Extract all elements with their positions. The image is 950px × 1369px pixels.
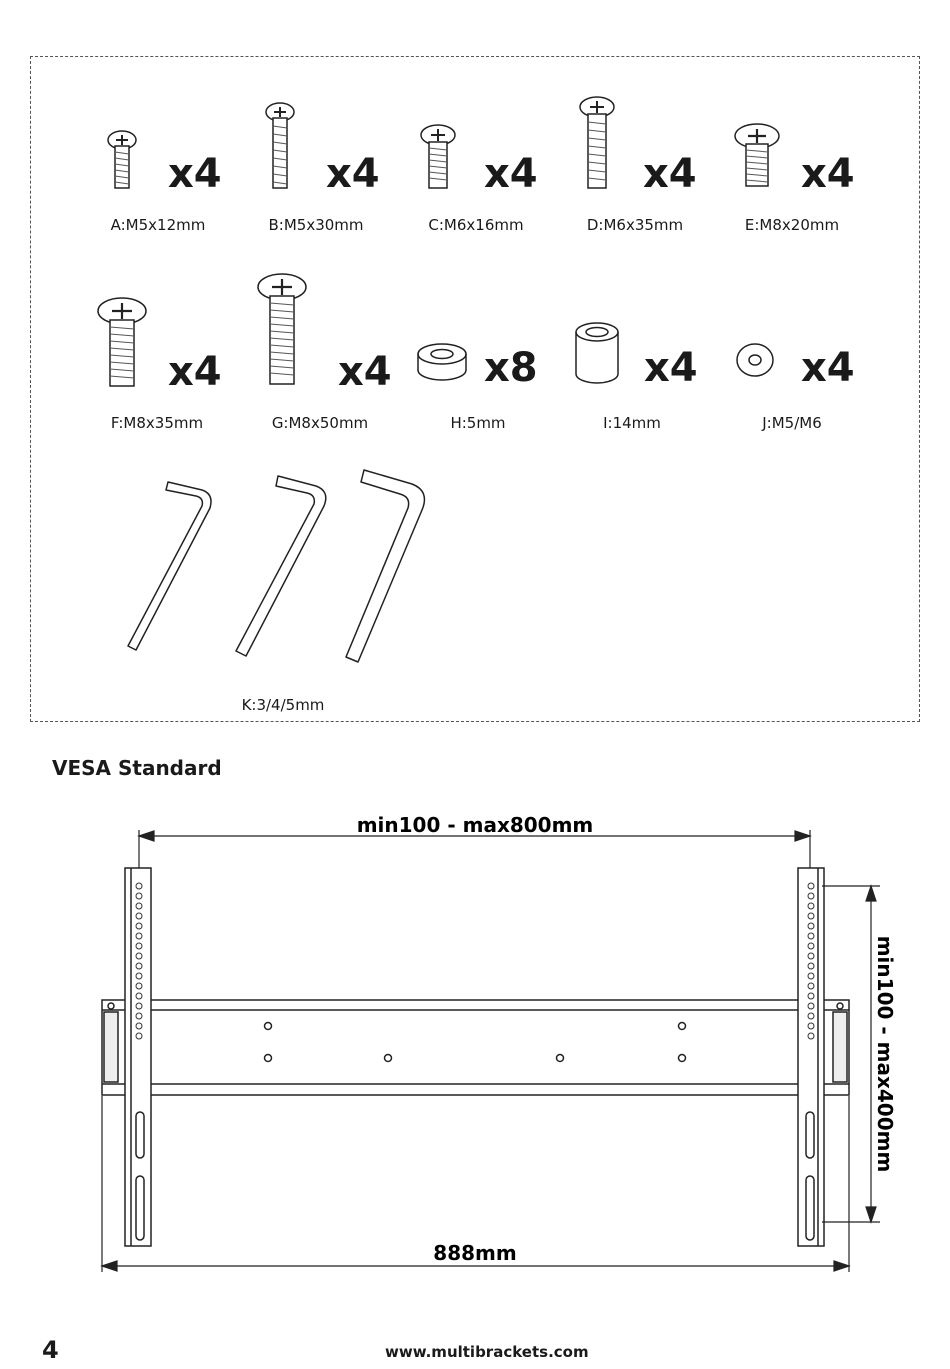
mounting-hole (136, 933, 142, 939)
footer-url[interactable]: www.multibrackets.com (385, 1343, 589, 1361)
vesa-bracket-diagram (0, 800, 950, 1300)
mounting-hole (808, 933, 814, 939)
part-label: I:14mm (603, 414, 661, 432)
spacer-ring-icon (412, 340, 472, 390)
mounting-hole (808, 1023, 814, 1029)
mounting-hole (808, 953, 814, 959)
mounting-hole (808, 1013, 814, 1019)
mounting-hole (136, 943, 142, 949)
mounting-hole (136, 923, 142, 929)
part-label: B:M5x30mm (268, 216, 364, 234)
screw-short-icon (100, 128, 150, 198)
mounting-hole (136, 963, 142, 969)
mounting-hole (136, 1023, 142, 1029)
part-f (96, 296, 256, 396)
mounting-hole (808, 983, 814, 989)
quantity: x4 (168, 151, 222, 197)
mounting-hole (136, 913, 142, 919)
mounting-hole (808, 913, 814, 919)
mounting-hole (808, 893, 814, 899)
screw-long-icon (575, 94, 625, 194)
part-label: F:M8x35mm (110, 414, 204, 432)
overall-width-label: 888mm (433, 1241, 517, 1265)
vertical-dimension-label: min100 - max400mm (873, 935, 897, 1173)
mounting-hole (136, 993, 142, 999)
part-label: K:3/4/5mm (241, 696, 325, 714)
part-c (416, 122, 576, 222)
part-i (570, 318, 730, 418)
part-label: E:M8x20mm (744, 216, 840, 234)
mounting-hole (808, 943, 814, 949)
screw-long-icon (258, 100, 308, 195)
allen-key-icon (110, 460, 470, 670)
spacer-tube-icon (570, 318, 630, 393)
quantity: x8 (484, 345, 538, 391)
mounting-hole (136, 973, 142, 979)
mounting-hole (808, 903, 814, 909)
screw-long-icon (256, 272, 316, 390)
quantity: x4 (644, 345, 698, 391)
mounting-hole (136, 1003, 142, 1009)
mounting-hole (808, 883, 814, 889)
mounting-hole (136, 983, 142, 989)
quantity: x4 (801, 345, 855, 391)
horizontal-dimension-label: min100 - max800mm (356, 813, 594, 837)
page-number: 4 (42, 1336, 59, 1364)
part-label: G:M8x50mm (271, 414, 369, 432)
mounting-hole (808, 973, 814, 979)
part-label: D:M6x35mm (586, 216, 684, 234)
quantity: x4 (484, 151, 538, 197)
mounting-hole (808, 1003, 814, 1009)
part-label: J:M5/M6 (762, 414, 822, 432)
mounting-hole (808, 923, 814, 929)
mounting-hole (136, 893, 142, 899)
part-b (258, 100, 418, 200)
part-label: A:M5x12mm (110, 216, 206, 234)
screw-short-icon (416, 122, 466, 192)
quantity: x4 (801, 151, 855, 197)
part-a (100, 128, 260, 228)
part-label: C:M6x16mm (428, 216, 524, 234)
quantity: x4 (326, 151, 380, 197)
screw-short-icon (733, 122, 788, 192)
mounting-hole (136, 903, 142, 909)
part-d (575, 94, 735, 197)
section-title: VESA Standard (52, 756, 222, 780)
mounting-hole (808, 1033, 814, 1039)
mounting-hole (136, 1013, 142, 1019)
mounting-hole (136, 953, 142, 959)
mounting-hole (808, 993, 814, 999)
screw-long-icon (96, 296, 156, 391)
part-label: H:5mm (450, 414, 506, 432)
mounting-hole (808, 963, 814, 969)
mounting-hole (136, 883, 142, 889)
quantity: x4 (643, 151, 697, 197)
mounting-hole (136, 1033, 142, 1039)
quantity: x4 (168, 349, 222, 395)
quantity: x4 (338, 349, 392, 395)
part-e (733, 122, 893, 222)
part-g (256, 272, 416, 395)
washer-icon (733, 340, 788, 385)
